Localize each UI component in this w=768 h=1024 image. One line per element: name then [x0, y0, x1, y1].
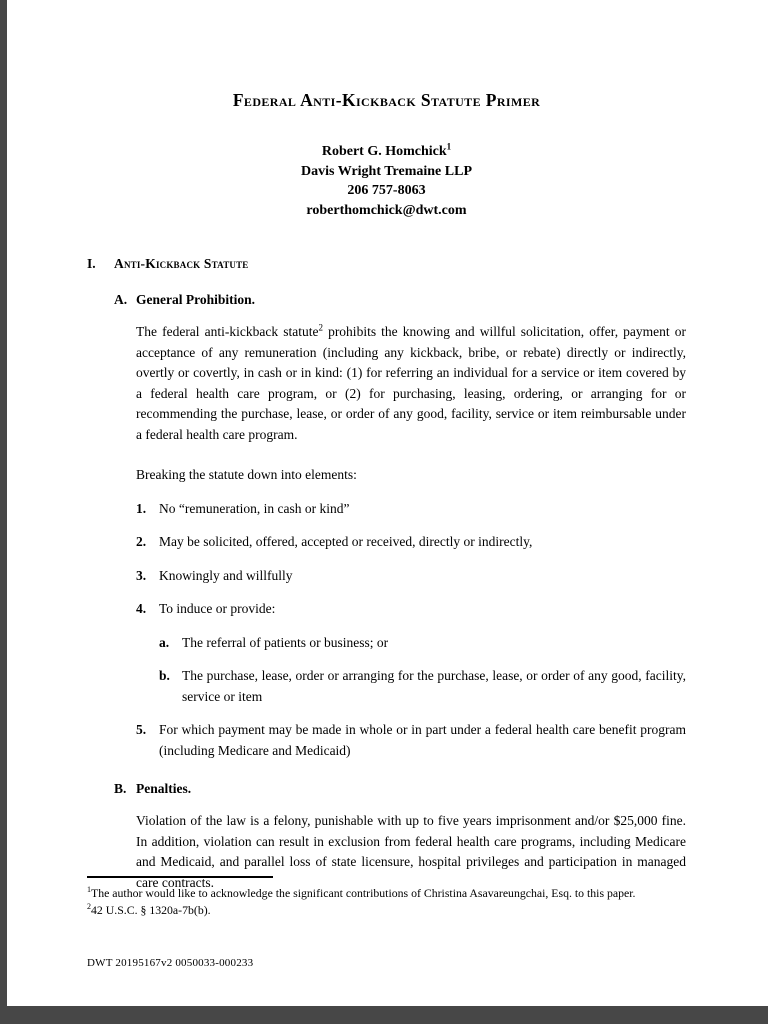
subsection-b-label: B. [114, 781, 127, 796]
subsection-a-heading [114, 292, 686, 308]
list-item-number: 3. [136, 567, 147, 583]
list-item-text: Knowingly and willfully [159, 567, 293, 583]
document-title: Federal Anti-Kickback Statute Primer [232, 90, 541, 110]
sub-list-item-letter: b. [159, 668, 170, 683]
footnote-separator-rule [87, 876, 273, 878]
general-prohibition-paragraph [136, 322, 686, 445]
footnote-text: The author would like to acknowledge the significant contributions of Christina Asavareungchai, Esq. to this paper. [91, 886, 636, 900]
list-item [136, 720, 686, 761]
subsection-a-title: General Prohibition. [136, 292, 256, 307]
sub-list-item [159, 633, 686, 654]
footnote [87, 885, 686, 902]
paragraph-footnote-ref: 2 [318, 322, 323, 333]
list-item [136, 566, 686, 587]
sub-list-item-text: The purchase, lease, order or arranging for the purchase, lease, or order of any good, facility, service or item [182, 668, 686, 704]
footnote [87, 902, 686, 919]
author-firm: Davis Wright Tremaine LLP [301, 163, 472, 179]
footnote-text: 42 U.S.C. § 1320a-7b(b). [91, 902, 211, 917]
subsection-b-title: Penalties. [136, 781, 192, 796]
section-1-number: I. [87, 256, 96, 271]
list-item [136, 532, 686, 553]
document-page [7, 0, 768, 1006]
list-item-text: To induce or provide: [159, 601, 276, 616]
list-item-text: No “remuneration, in cash or kind” [159, 500, 350, 516]
list-item-number: 2. [136, 534, 147, 549]
section-1-heading [87, 256, 686, 272]
author-footnote-ref: 1 [446, 141, 452, 152]
list-item [136, 599, 686, 620]
paragraph-text-start: The federal anti-kickback statute [136, 324, 319, 339]
section-1-title: Anti-Kickback Statute [114, 256, 249, 271]
list-item-text: May be solicited, offered, accepted or received, directly or indirectly, [159, 534, 533, 549]
document-id-footer: DWT 20195167v2 0050033-000233 [87, 957, 254, 969]
list-item-text: For which payment may be made in whole or in part under a federal health care benefit program (including Medicare and Medicaid) [159, 722, 686, 758]
footnotes-section [87, 876, 686, 918]
list-item-number: 5. [136, 722, 147, 737]
sub-list-item [159, 666, 686, 707]
sub-list-item-letter: a. [159, 634, 170, 650]
paragraph-text-rest: prohibits the knowing and willful solicitation, offer, payment or acceptance of any remuneration (including any kickback, bribe, or rebate) directly or indirectly, overtly or covertly, in cash or in kind: (1) for referring an individual for a service or item covered by a federal health care program, or (2) for purchasing, leasing, ordering, or arranging for or recommending the purchase, lease, or order of any good, facility, service or item reimbursable under a federal health care program. [136, 324, 686, 442]
author-phone: 206 757-8063 [347, 183, 426, 198]
list-item [136, 499, 686, 520]
author-block [87, 142, 686, 220]
subsection-b-heading [114, 781, 686, 797]
author-email: roberthomchick@dwt.com [306, 202, 467, 218]
footnote-ref: 2 [87, 901, 91, 911]
subsection-a-label: A. [114, 292, 128, 307]
author-name [87, 142, 686, 162]
author-name-text: Robert G. Homchick [321, 144, 447, 159]
penalties-paragraph: Violation of the law is a felony, punishable with up to five years imprisonment and/or $25,000 fine. In addition, violation can result in exclusion from federal health care programs, including Medicare and Medicaid, and parallel loss of state licensure, hospital privileges and participation in managed care contracts. [136, 813, 686, 890]
sub-list-item-text: The referral of patients or business; or [182, 634, 389, 650]
elements-intro: Breaking the statute down into elements: [136, 467, 357, 482]
list-item-number: 1. [136, 500, 147, 516]
footnote-ref: 1 [87, 885, 91, 895]
document-content [7, 0, 768, 893]
list-item-number: 4. [136, 601, 147, 616]
